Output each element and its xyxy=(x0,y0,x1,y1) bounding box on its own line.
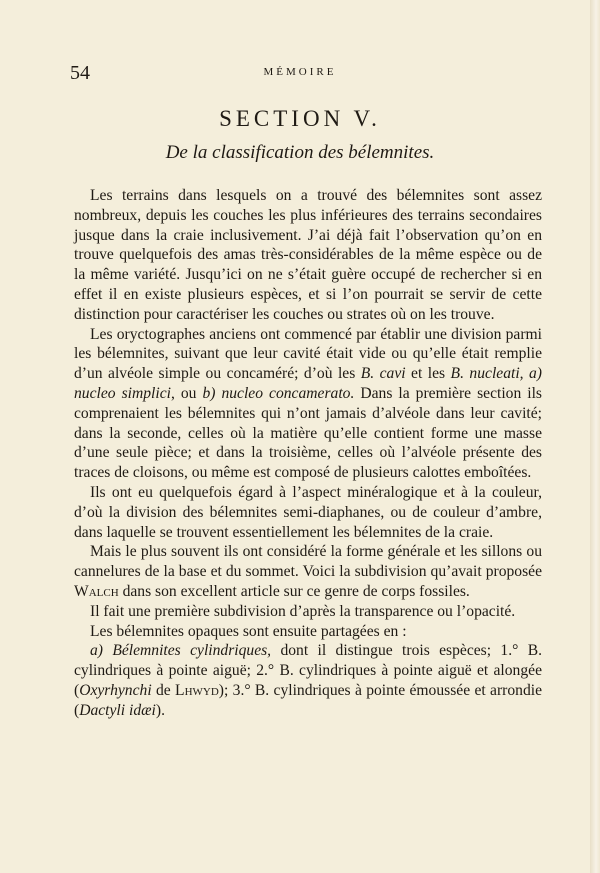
paragraph-4-text: dans son excellent article sur ce genre de corps fossiles. xyxy=(118,582,470,600)
paragraph-2-text: Dans la première section ils comprenaient les bélemnites qui n’ont jamais d’alvéole dans leur cavité; dans la seconde, celles où la matière qu’elle contient forme une masse d’une seule pièce; et dans la troisième, celles où l’alvéole présente des traces de cloisons, ou même est composé de plusieurs calottes emboîtées. xyxy=(74,384,543,482)
paragraph-5: Il fait une première subdivision d’après la transparence ou l’opacité. xyxy=(90,602,516,620)
paragraph-2-text: , ou xyxy=(170,384,203,402)
paragraph-2 xyxy=(74,325,542,483)
paragraph-4 xyxy=(74,542,542,601)
page-number: 54 xyxy=(70,62,90,84)
paragraph-2-text: Les oryctographes anciens ont commencé par établir une division parmi les bélemnites, suivant que leur cavité était vide ou qu’elle était remplie d’un alvéole simple ou concaméré; d’où les xyxy=(74,325,542,383)
author-lhwyd: Lhwyd xyxy=(175,681,219,699)
section-title: SECTION V. xyxy=(219,106,381,131)
term-belemnites-cylindriques: a) Bélemnites cylindriques, xyxy=(90,642,272,660)
term-dactyli-idaei: Dactyli idæi xyxy=(79,701,156,719)
author-walch: Walch xyxy=(74,582,119,600)
paragraph-2-text: et les xyxy=(405,365,451,383)
term-nucleo-concamerato: b) nucleo concamerato. xyxy=(202,384,355,402)
term-b-cavi: B. cavi xyxy=(360,365,406,383)
running-title: MÉMOIRE xyxy=(263,66,337,78)
paragraph-7-text: de xyxy=(151,681,176,699)
body-text xyxy=(74,186,542,721)
paragraph-4-text: Mais le plus souvent ils ont considéré la forme générale et les sillons ou cannelures de la base et du sommet. Voici la subdivision qu’avait proposée xyxy=(74,543,542,581)
paragraph-7 xyxy=(74,641,542,720)
paragraph-7-text: ); 3.° B. cylindriques à pointe émoussée et arrondie ( xyxy=(74,681,542,719)
term-oxyrhynchi: Oxyrhynchi xyxy=(79,681,152,699)
paragraph-3: Ils ont eu quelquefois égard à l’aspect minéralogique et à la couleur, d’où la division des bélemnites semi-diaphanes, ou de couleur d’ambre, dans laquelle se trouvent essentiellement les bélemnites de la craie. xyxy=(74,483,542,541)
paragraph-7-text: ). xyxy=(155,701,165,719)
paragraph-1: Les terrains dans lesquels on a trouvé des bélemnites sont assez nombreux, depuis les couches les plus inférieures des terrains secondaires jusque dans la craie inclusivement. J’ai déjà fait l’observation qu’on en trouve quelquefois des amas très-considérables de la même espèce ou de la même variété. Jusqu’ici on ne s’était guère occupé de rechercher si en effet il en existe plusieurs espèces, et si l’on pourrait se servir de cette distinction pour caractériser les couches ou strates où on les trouve. xyxy=(74,187,542,323)
paragraph-7-text: dont il distingue trois espèces; 1.° B. cylindriques à pointe aiguë; 2.° B. cylindriques à pointe aiguë et alongée ( xyxy=(74,642,542,699)
term-b-nucleati: B. nucleati, a) nucleo simplici xyxy=(74,365,542,402)
paragraph-6: Les bélemnites opaques sont ensuite partagées en : xyxy=(90,622,407,640)
section-subtitle: De la classification des bélemnites. xyxy=(165,142,435,163)
